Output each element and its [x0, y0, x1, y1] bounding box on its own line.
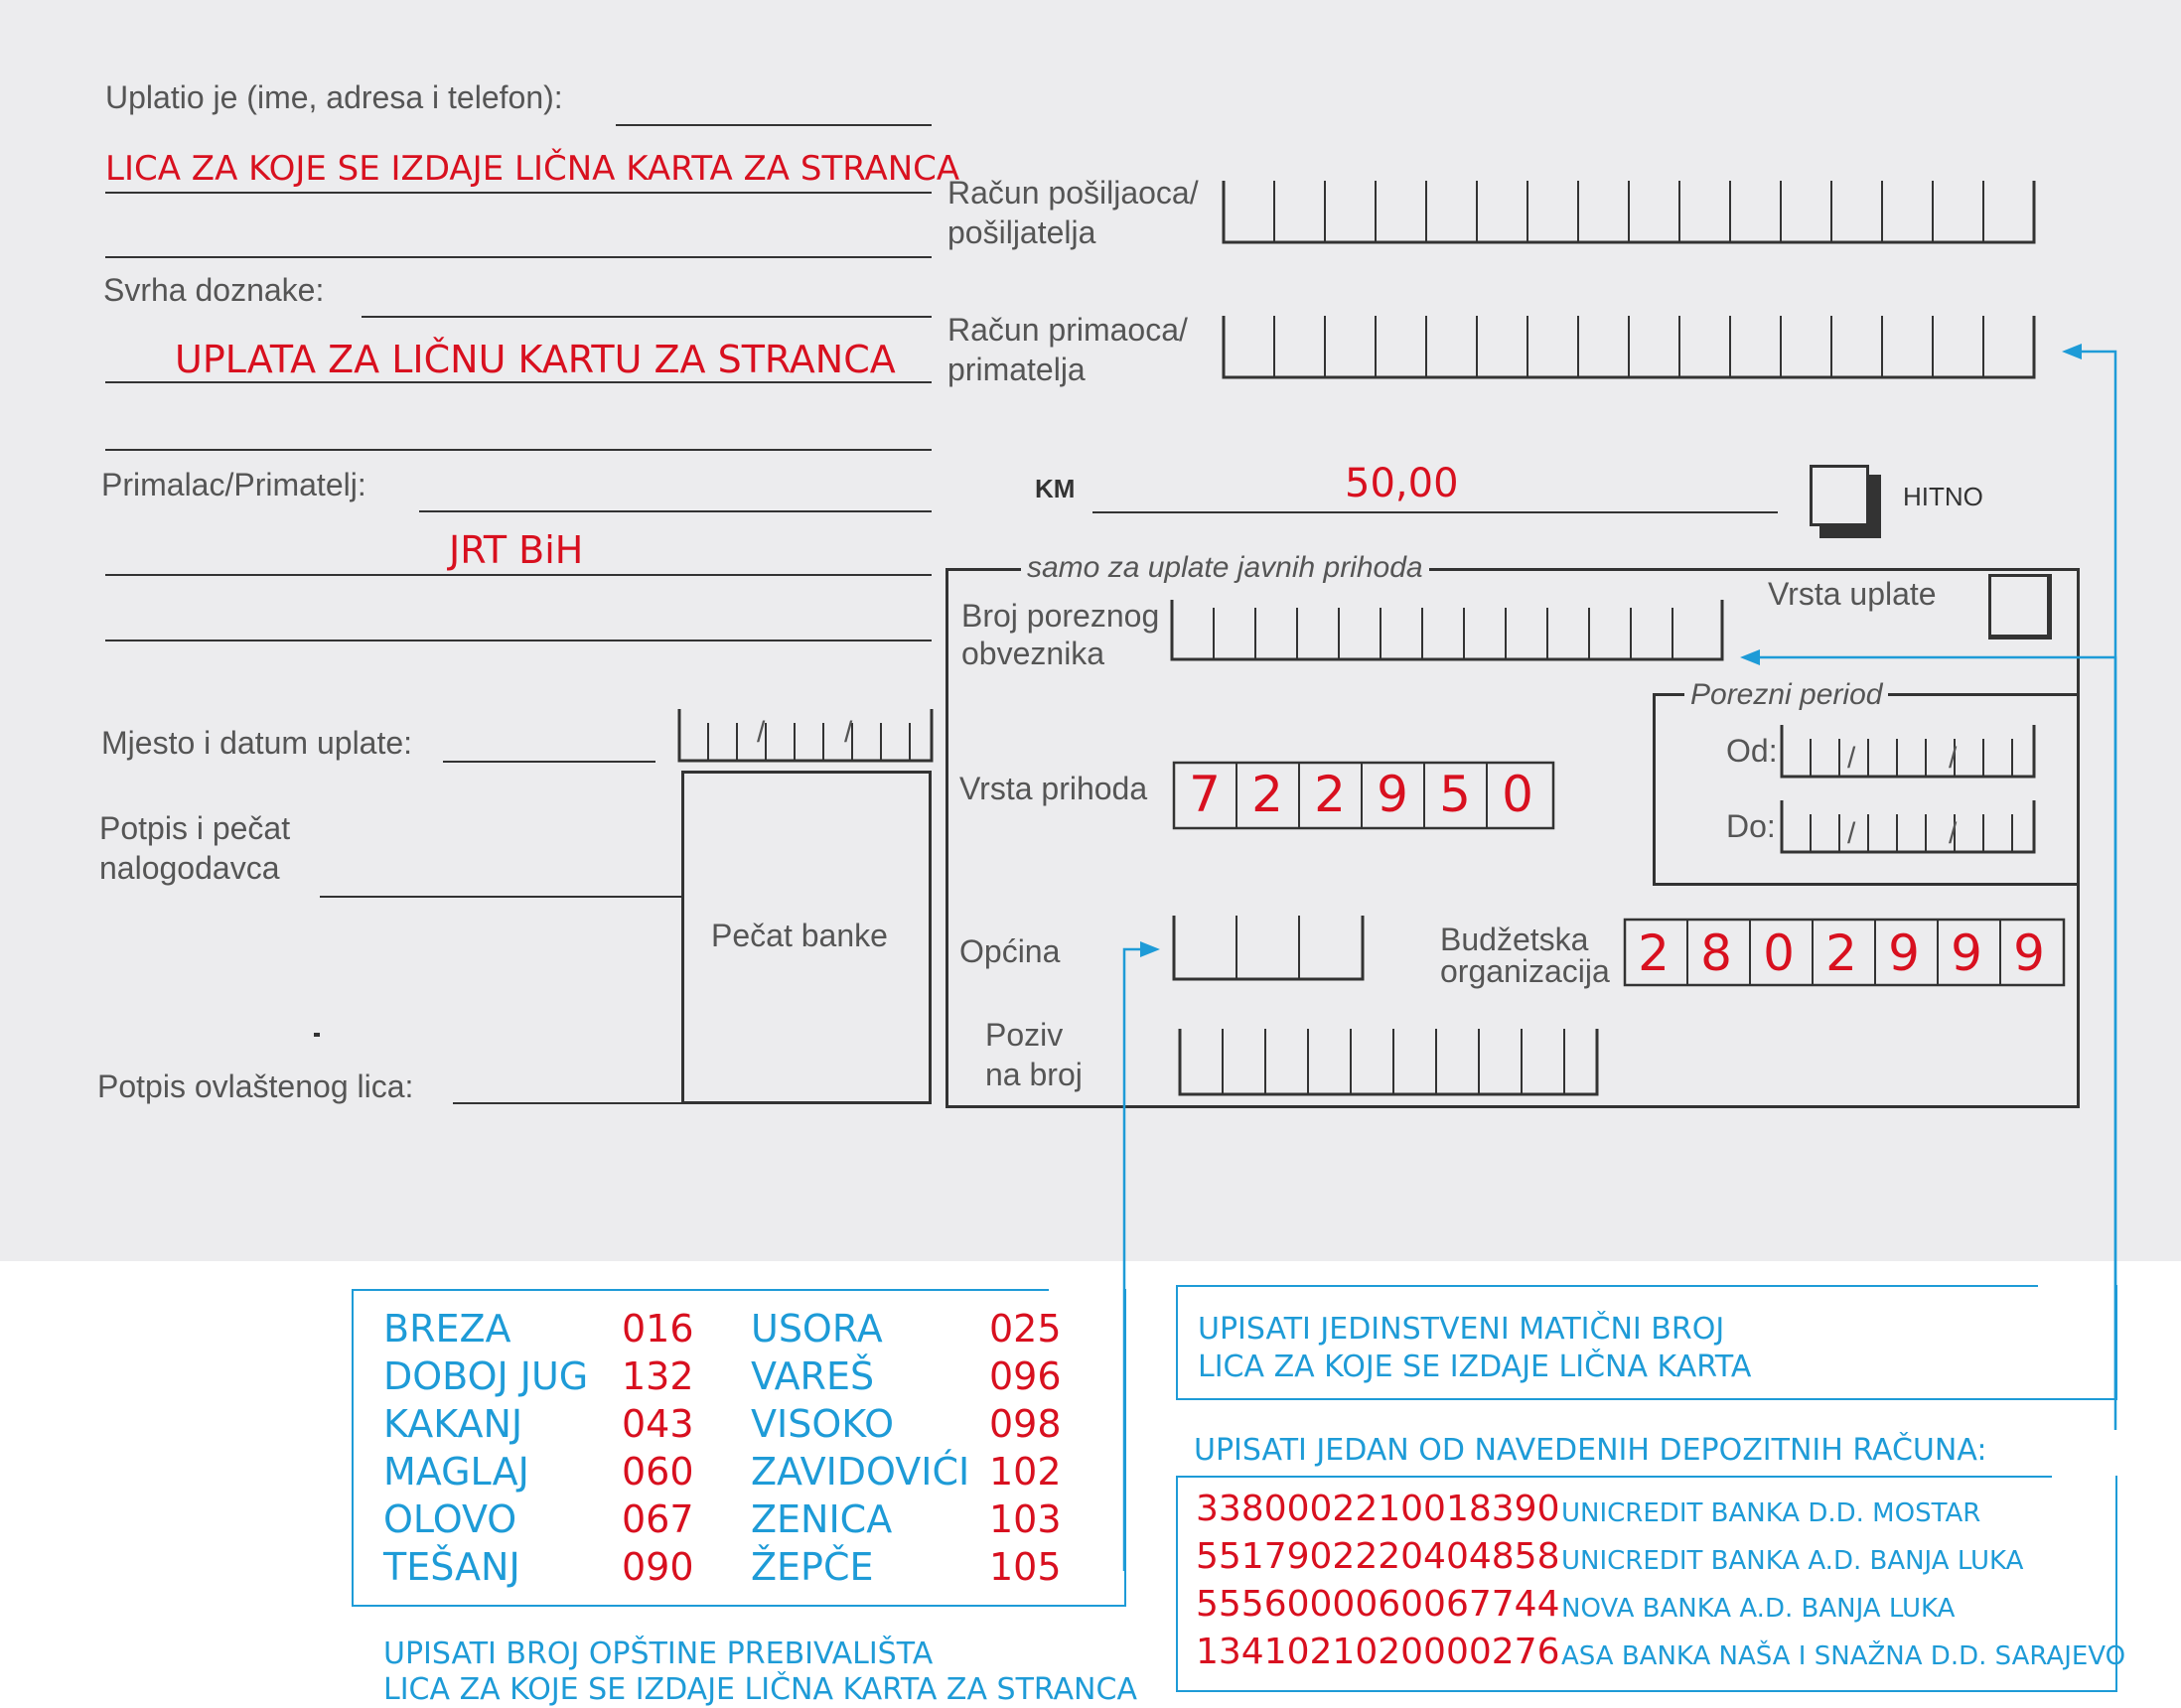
- poziv-label-2: na broj: [985, 1057, 1083, 1092]
- municipality-code: 025: [989, 1307, 1062, 1351]
- municipality-name: USORA: [751, 1307, 883, 1351]
- deposit-list: [1196, 1486, 2126, 1684]
- municipality-name: VAREŠ: [751, 1354, 875, 1398]
- municipality-note-2: LICA ZA KOJE SE IZDAJE LIČNA KARTA ZA STRANCA: [383, 1672, 1137, 1707]
- km-value[interactable]: 50,00: [1345, 461, 1459, 506]
- budzetska-label-2: organizacija: [1440, 953, 1610, 989]
- jmbg-note-2: LICA ZA KOJE SE IZDAJE LIČNA KARTA: [1198, 1350, 1752, 1384]
- municipality-code: 102: [989, 1450, 1062, 1494]
- opcina-label: Općina: [959, 933, 1061, 969]
- municipality-code: 043: [622, 1402, 694, 1446]
- vrsta-prihoda-digit[interactable]: 0: [1502, 766, 1533, 823]
- deposit-box-top: [1178, 1476, 2052, 1478]
- uplatio-value[interactable]: LICA ZA KOJE SE IZDAJE LIČNA KARTA ZA STRANCA: [105, 149, 960, 189]
- racun-primaoca-label-1: Račun primaoca/: [947, 312, 1188, 348]
- municipality-code: 103: [989, 1497, 1062, 1541]
- primalac-value[interactable]: JRT BiH: [449, 528, 584, 572]
- vrsta-prihoda-digit[interactable]: 2: [1314, 766, 1346, 823]
- km-label: KM: [1035, 474, 1076, 503]
- deposit-account-number[interactable]: 5556000060067744: [1196, 1584, 1560, 1625]
- municipality-note-1: UPISATI BROJ OPŠTINE PREBIVALIŠTA: [383, 1637, 934, 1671]
- deposit-account-number[interactable]: 5517902220404858: [1196, 1536, 1560, 1577]
- municipality-name: DOBOJ JUG: [383, 1354, 589, 1398]
- municipality-code: 105: [989, 1545, 1062, 1589]
- racun-posiljaoca-label-2: pošiljatelja: [947, 214, 1096, 250]
- deposit-bank-name: UNICREDIT BANKA D.D. MOSTAR: [1561, 1498, 1981, 1528]
- mjesto-label: Mjesto i datum uplate:: [101, 725, 413, 761]
- budzetska-digit[interactable]: 9: [1951, 925, 1982, 982]
- poziv-label-1: Poziv: [985, 1017, 1064, 1053]
- municipality-list: [383, 1305, 1079, 1603]
- broj-poreznog-label-1: Broj poreznog: [961, 598, 1160, 634]
- municipality-name: TEŠANJ: [383, 1545, 520, 1589]
- jmbg-note-1: UPISATI JEDINSTVENI MATIČNI BROJ: [1198, 1312, 1725, 1347]
- od-slash-2: /: [1949, 742, 1958, 775]
- deposit-account-number[interactable]: 1341021020000276: [1196, 1632, 1560, 1672]
- budzetska-digit[interactable]: 2: [1825, 925, 1857, 982]
- municipality-name: MAGLAJ: [383, 1450, 529, 1494]
- vrsta-prihoda-digit[interactable]: 2: [1251, 766, 1283, 823]
- municipality-name: KAKANJ: [383, 1402, 523, 1446]
- municipality-code: 096: [989, 1354, 1062, 1398]
- deposit-title: UPISATI JEDAN OD NAVEDENIH DEPOZITNIH RAČUNA:: [1194, 1433, 1987, 1468]
- municipality-name: VISOKO: [751, 1402, 894, 1446]
- vrsta-uplate-label: Vrsta uplate: [1768, 576, 1937, 612]
- od-slash-1: /: [1847, 742, 1856, 775]
- svrha-label: Svrha doznake:: [103, 272, 325, 308]
- municipality-code: 016: [622, 1307, 694, 1351]
- do-slash-1: /: [1847, 817, 1856, 850]
- municipality-name: BREZA: [383, 1307, 511, 1351]
- deposit-account-number[interactable]: 3380002210018390: [1196, 1489, 1560, 1529]
- pecat-banke-label: Pečat banke: [711, 918, 888, 953]
- potpis-ovlastenog-label: Potpis ovlaštenog lica:: [97, 1068, 414, 1104]
- potpis-nalogodavca-label-2: nalogodavca: [99, 850, 280, 886]
- potpis-nalogodavca-label-1: Potpis i pečat: [99, 810, 291, 846]
- broj-poreznog-label-2: obveznika: [961, 636, 1105, 671]
- budzetska-digit[interactable]: 2: [1638, 925, 1670, 982]
- porezni-period-legend: Porezni period: [1684, 675, 1888, 715]
- vrsta-prihoda-digit[interactable]: 5: [1439, 766, 1471, 823]
- deposit-bank-name: UNICREDIT BANKA A.D. BANJA LUKA: [1561, 1546, 2024, 1576]
- municipality-name: OLOVO: [383, 1497, 517, 1541]
- budzetska-digit[interactable]: 8: [1700, 925, 1732, 982]
- date-slash-2: /: [844, 716, 853, 749]
- hitno-label: HITNO: [1903, 482, 1983, 511]
- municipality-name: ŽEPČE: [751, 1545, 874, 1589]
- budzetska-digit[interactable]: 0: [1763, 925, 1795, 982]
- municipality-name: ZAVIDOVIĆI: [751, 1450, 970, 1494]
- municipality-name: ZENICA: [751, 1497, 893, 1541]
- jmbg-note-box-top: [1178, 1285, 2038, 1287]
- budzetska-label-1: Budžetska: [1440, 922, 1589, 957]
- deposit-bank-name: NOVA BANKA A.D. BANJA LUKA: [1561, 1594, 1956, 1624]
- budzetska-digit[interactable]: 9: [1888, 925, 1920, 982]
- municipality-code: 132: [622, 1354, 694, 1398]
- municipality-code: 067: [622, 1497, 694, 1541]
- deposit-bank-name: ASA BANKA NAŠA I SNAŽNA D.D. SARAJEVO: [1561, 1641, 2126, 1671]
- date-slash-1: /: [757, 716, 766, 749]
- racun-posiljaoca-label-1: Račun pošiljaoca/: [947, 175, 1199, 211]
- vrsta-prihoda-label: Vrsta prihoda: [959, 771, 1148, 806]
- svrha-value[interactable]: UPLATA ZA LIČNU KARTU ZA STRANCA: [175, 338, 896, 381]
- racun-primaoca-label-2: primatelja: [947, 352, 1086, 387]
- od-label: Od:: [1726, 733, 1778, 769]
- do-label: Do:: [1726, 808, 1776, 844]
- budzetska-digit[interactable]: 9: [2013, 925, 2045, 982]
- primalac-label: Primalac/Primatelj:: [101, 467, 366, 502]
- vrsta-prihoda-digit[interactable]: 9: [1377, 766, 1408, 823]
- municipality-code: 098: [989, 1402, 1062, 1446]
- do-slash-2: /: [1949, 817, 1958, 850]
- municipality-code: 090: [622, 1545, 694, 1589]
- uplatio-label: Uplatio je (ime, adresa i telefon):: [105, 79, 563, 115]
- javni-prihodi-legend: samo za uplate javnih prihoda: [1021, 548, 1429, 588]
- vrsta-prihoda-digit[interactable]: 7: [1189, 766, 1221, 823]
- municipality-code: 060: [622, 1450, 694, 1494]
- municipality-box-top: [354, 1289, 1049, 1291]
